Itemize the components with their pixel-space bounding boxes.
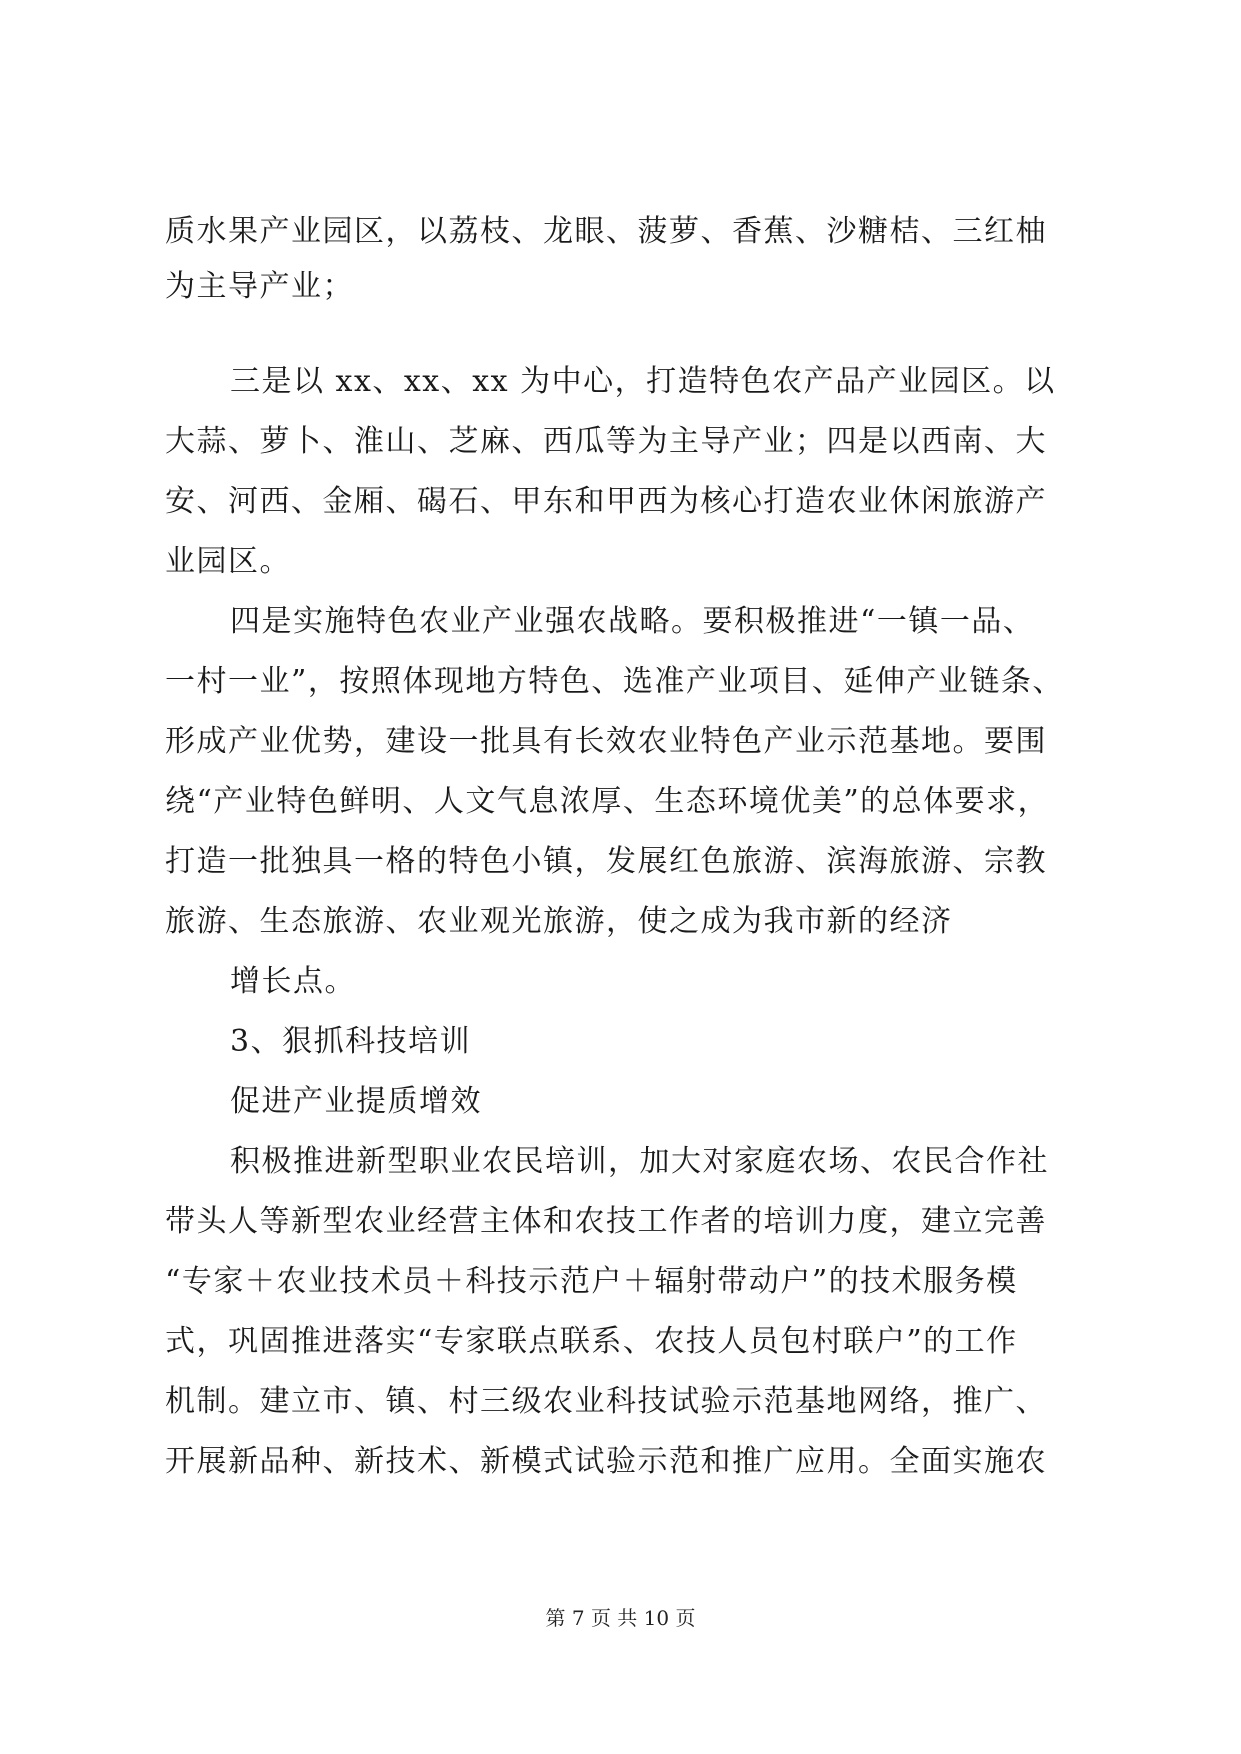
text-line: 开展新品种、新技术、新模式试验示范和推广应用。全面实施农 [165, 1444, 1047, 1479]
text-line: “专家＋农业技术员＋科技示范户＋辐射带动户”的技术服务模 [165, 1264, 1018, 1299]
text-line: 积极推进新型职业农民培训，加大对家庭农场、农民合作社 [230, 1144, 1049, 1179]
text-line: 旅游、生态旅游、农业观光旅游，使之成为我市新的经济 [165, 904, 953, 939]
text-line: 式，巩固推进落实“专家联点联系、农技人员包村联户”的工作 [165, 1324, 1018, 1359]
text-line: 增长点。 [230, 964, 356, 999]
text-line: 大蒜、萝卜、淮山、芝麻、西瓜等为主导产业；四是以西南、大 [165, 424, 1047, 459]
text-line: 一村一业”，按照体现地方特色、选准产业项目、延伸产业链条、 [165, 664, 1064, 699]
section-subheading: 促进产业提质增效 [230, 1084, 482, 1119]
text-line: 质水果产业园区，以荔枝、龙眼、菠萝、香蕉、沙糖桔、三红柚 [165, 214, 1047, 249]
text-line: 形成产业优势，建设一批具有长效农业特色产业示范基地。要围 [165, 724, 1047, 759]
text-line: 绕“产业特色鲜明、人文气息浓厚、生态环境优美”的总体要求， [165, 784, 1050, 819]
text-line: 打造一批独具一格的特色小镇，发展红色旅游、滨海旅游、宗教 [165, 844, 1047, 879]
text-line: 业园区。 [165, 544, 291, 579]
text-line: 为主导产业； [165, 269, 354, 304]
text-line: 三是以 xx、xx、xx 为中心，打造特色农产品产业园区。以 [230, 364, 1056, 399]
page-number-footer: 第 7 页 共 10 页 [545, 1606, 696, 1630]
text-line: 带头人等新型农业经营主体和农技工作者的培训力度，建立完善 [165, 1204, 1047, 1239]
text-line: 安、河西、金厢、碣石、甲东和甲西为核心打造农业休闲旅游产 [165, 484, 1047, 519]
text-line: 机制。建立市、镇、村三级农业科技试验示范基地网络，推广、 [165, 1384, 1047, 1419]
section-heading: 3、狠抓科技培训 [230, 1024, 472, 1059]
text-line: 四是实施特色农业产业强农战略。要积极推进“一镇一品、 [230, 604, 1035, 639]
